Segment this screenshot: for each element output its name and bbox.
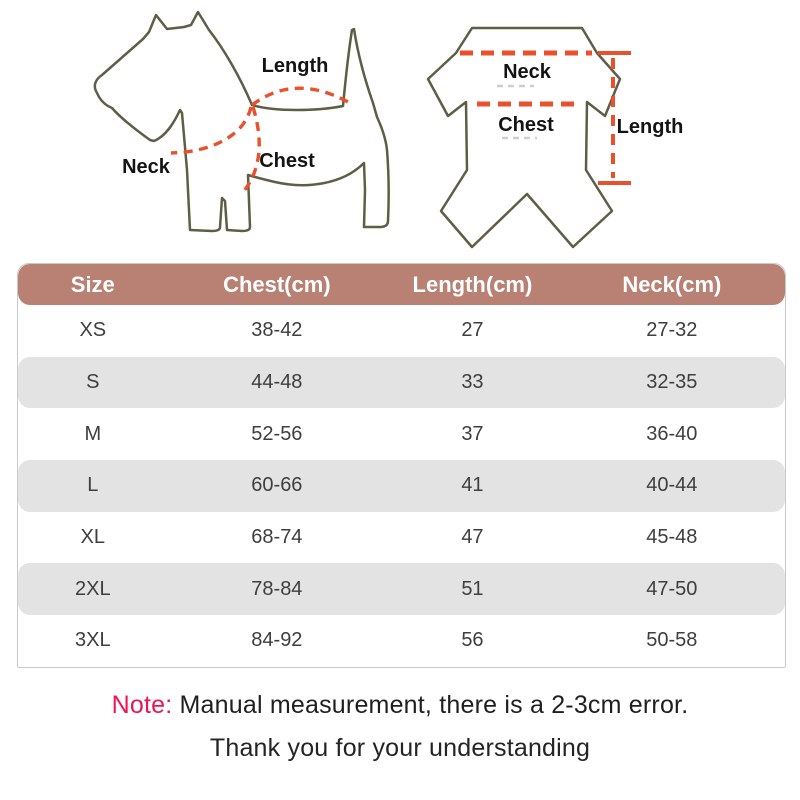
neck-label: Neck (122, 156, 170, 178)
cell-length: 47 (461, 526, 484, 549)
col-header-chest: Chest(cm) (223, 271, 331, 297)
table-row (18, 460, 785, 512)
cell-size: L (87, 474, 99, 497)
measurement-note (0, 691, 800, 720)
cell-size: 2XL (74, 577, 111, 600)
cell-chest: 68-74 (251, 526, 303, 549)
cell-size: M (84, 422, 102, 445)
cell-size: XL (80, 526, 106, 549)
col-header-neck: Neck(cm) (622, 271, 722, 297)
note-text: Manual measurement, there is a 2-3cm error. (172, 691, 689, 719)
dog-side-view-diagram (70, 5, 420, 255)
col-header-size: Size (70, 271, 115, 297)
cell-length: 51 (461, 577, 484, 600)
size-table (17, 263, 786, 668)
length-label: Length (261, 55, 329, 77)
cell-chest: 84-92 (251, 629, 303, 652)
table-row (18, 512, 785, 564)
cell-neck: 47-50 (646, 577, 698, 600)
cell-length: 37 (461, 422, 484, 445)
chest-label: Chest (498, 114, 554, 136)
cell-chest: 52-56 (251, 422, 303, 445)
table-row (18, 563, 785, 615)
table-row (18, 408, 785, 460)
cell-length: 27 (461, 319, 484, 342)
cell-length: 56 (461, 629, 484, 652)
cell-length: 41 (461, 474, 484, 497)
chest-label: Chest (259, 150, 315, 172)
cell-neck: 50-58 (646, 629, 698, 652)
cell-neck: 36-40 (646, 422, 698, 445)
table-row (18, 305, 785, 357)
length-measure-dash (252, 88, 348, 105)
table-row (18, 615, 785, 667)
cell-neck: 45-48 (646, 526, 698, 549)
cell-neck: 32-35 (646, 371, 698, 394)
cell-chest: 78-84 (251, 577, 303, 600)
cell-size: 3XL (74, 629, 111, 652)
cell-chest: 44-48 (251, 371, 303, 394)
size-table-header (18, 264, 785, 305)
dog-outline (95, 12, 389, 231)
thanks-message: Thank you for your understanding (209, 734, 591, 762)
table-row (18, 357, 785, 409)
neck-label: Neck (503, 61, 551, 83)
cell-chest: 60-66 (251, 474, 303, 497)
cell-neck: 27-32 (646, 319, 698, 342)
note-label: Note: (111, 691, 173, 719)
cell-length: 33 (461, 371, 484, 394)
cell-chest: 38-42 (251, 319, 303, 342)
garment-front-diagram (410, 10, 695, 255)
length-label: Length (616, 116, 684, 138)
cell-size: S (86, 371, 100, 394)
cell-neck: 40-44 (646, 474, 698, 497)
col-header-length: Length(cm) (412, 271, 533, 297)
cell-size: XS (79, 319, 107, 342)
